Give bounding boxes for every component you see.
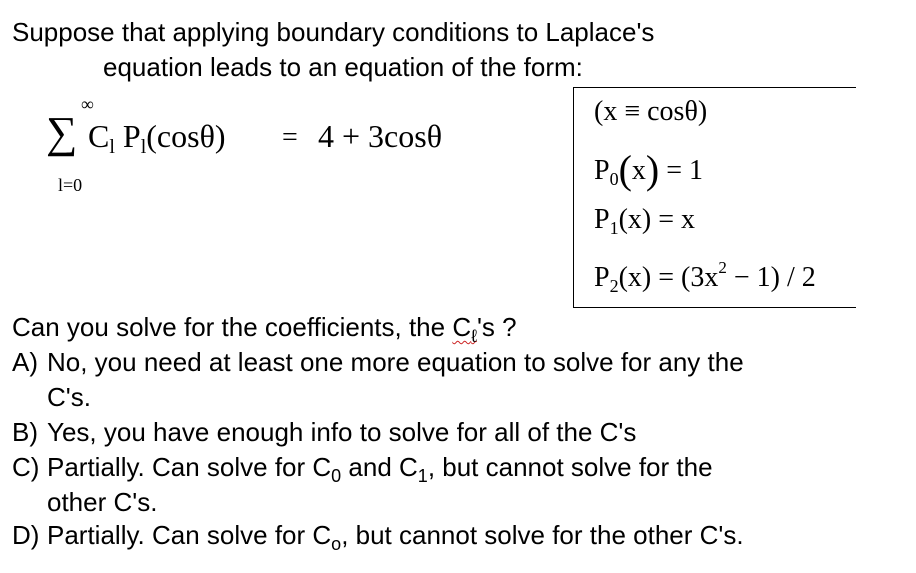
term-p-sub: l xyxy=(140,136,147,158)
p2-rest-b: − 1) / 2 xyxy=(726,262,816,293)
option-a-line-2[interactable]: C's. xyxy=(47,382,91,412)
option-d-text-a: Partially. Can solve for C xyxy=(47,520,332,550)
p2-p: P xyxy=(594,262,610,293)
question-c-sub: ℓ xyxy=(471,326,477,346)
option-c-text-a: Partially. Can solve for C xyxy=(47,452,332,482)
option-c-sub0: 0 xyxy=(331,466,342,486)
option-c-text-b: and C xyxy=(341,452,418,482)
legendre-p0 xyxy=(594,146,703,193)
sum-term xyxy=(88,118,226,159)
sigma-symbol: ∑ xyxy=(46,108,78,157)
p1-sub: 1 xyxy=(609,218,619,238)
p0-rhs: = 1 xyxy=(659,155,704,186)
equation-rhs: 4 + 3cosθ xyxy=(318,118,443,154)
option-c-text-c: , but cannot solve for the xyxy=(427,452,713,482)
option-c-line-2[interactable]: other C's. xyxy=(47,487,158,517)
p0-close-paren: ) xyxy=(645,147,660,192)
option-d-letter[interactable]: D) xyxy=(12,520,40,550)
option-c-sub1: 1 xyxy=(417,466,428,486)
prompt-line-1: Suppose that applying boundary conditions to Laplace's xyxy=(12,17,655,47)
p2-sub: 2 xyxy=(609,276,619,296)
option-b-line-1[interactable]: Yes, you have enough info to solve for all of the C's xyxy=(47,417,637,447)
sum-lower-limit: l=0 xyxy=(58,175,83,195)
option-d-line-1[interactable] xyxy=(47,518,744,561)
term-arg: (cosθ) xyxy=(146,118,226,154)
legendre-definition: (x ≡ cosθ) xyxy=(594,96,708,127)
prompt-line-2: equation leads to an equation of the form: xyxy=(103,52,583,82)
term-p: P xyxy=(122,118,141,154)
option-a-line-1[interactable]: No, you need at least one more equation to solve for any the xyxy=(47,347,744,377)
p0-x: x xyxy=(631,155,646,186)
p0-p: P xyxy=(594,155,610,186)
option-c-letter[interactable]: C) xyxy=(12,452,40,482)
option-d-text-b: , but cannot solve for the other C's. xyxy=(341,520,744,550)
legendre-p2 xyxy=(594,258,816,297)
question-c-letter: C xyxy=(452,312,472,342)
sum-upper-limit: ∞ xyxy=(81,94,94,114)
p2-rest-a: (x) = (3x xyxy=(618,262,719,293)
equals-sign: = xyxy=(282,122,298,153)
option-d-sub0: o xyxy=(331,534,342,554)
term-c: C xyxy=(88,118,110,154)
p1-rest: (x) = x xyxy=(618,204,696,235)
question-after: 's ? xyxy=(476,312,517,342)
question-before: Can you solve for the coefficients, the xyxy=(12,312,453,342)
option-b-letter[interactable]: B) xyxy=(12,417,38,447)
legendre-box xyxy=(573,87,856,308)
p1-p: P xyxy=(594,204,610,235)
term-c-sub: l xyxy=(109,136,115,158)
p0-sub: 0 xyxy=(609,169,619,189)
p2-sup: 2 xyxy=(718,258,727,277)
option-a-letter[interactable]: A) xyxy=(12,347,38,377)
question-c xyxy=(452,312,477,346)
p0-open-paren: ( xyxy=(618,147,632,192)
legendre-p1 xyxy=(594,204,695,239)
